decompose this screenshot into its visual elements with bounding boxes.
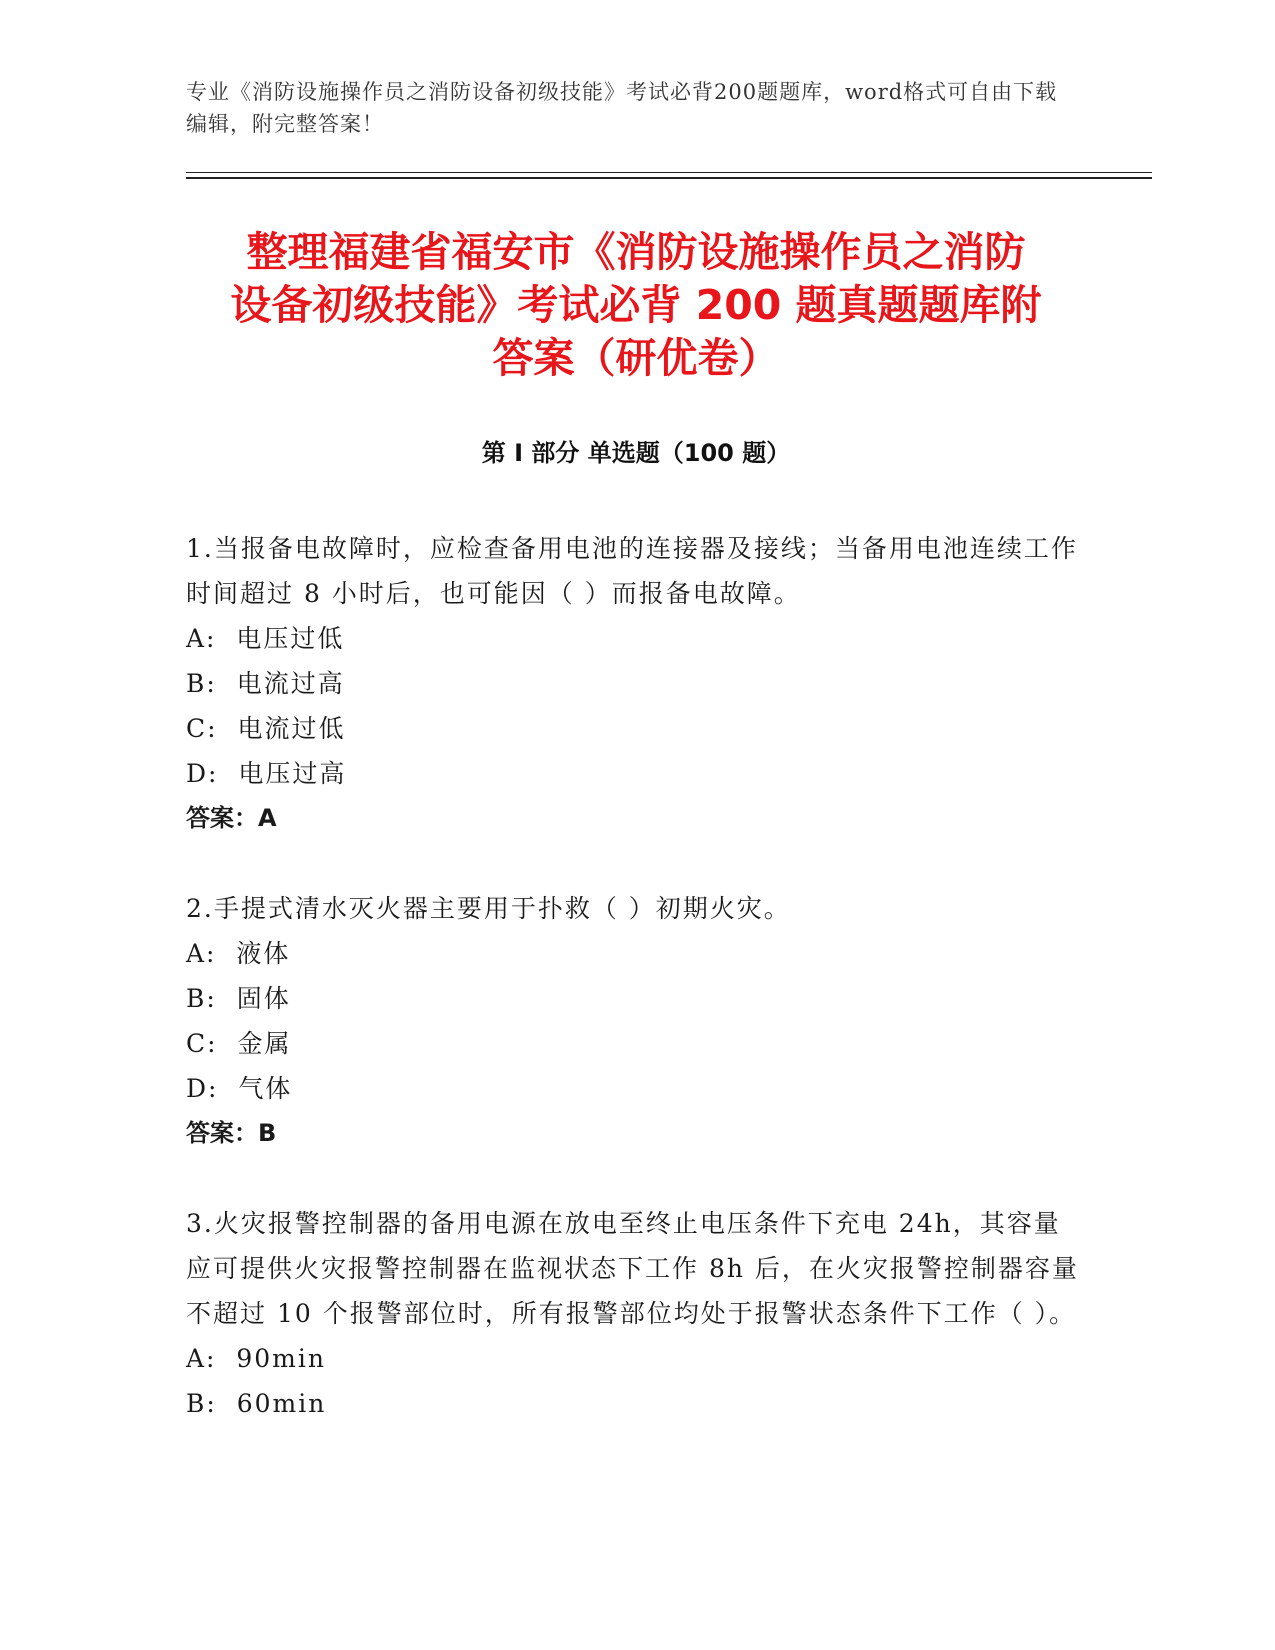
question-stem: 1.当报备电故障时，应检查备用电池的连接器及接线；当备用电池连续工作时间超过 8 小时后，也可能因（ ）而报备电故障。	[186, 534, 1078, 608]
section-heading: 第 I 部分 单选题（100 题）	[481, 439, 791, 467]
header-rule-thin	[186, 172, 1152, 173]
question-1	[186, 526, 1086, 841]
option-d: D: 电压过高	[186, 759, 347, 788]
question-2	[186, 886, 1086, 1156]
question-stem: 3.火灾报警控制器的备用电源在放电至终止电压条件下充电 24h，其容量应可提供火灾报警控制器在监视状态下工作 8h 后，在火灾报警控制器容量不超过 10 个报警部位时，所有报警部位均处于报警状态条件下工作（ ）。	[186, 1209, 1079, 1328]
header-note: 专业《消防设施操作员之消防设备初级技能》考试必背200题题库，word格式可自由下载编辑，附完整答案！	[186, 80, 1058, 136]
option-b: B: 固体	[186, 984, 291, 1013]
option-d: D: 气体	[186, 1074, 293, 1103]
option-a: A: 90min	[186, 1344, 326, 1373]
option-c: C: 电流过低	[186, 714, 346, 743]
document-title	[186, 226, 1086, 385]
title-line-2: 设备初级技能》考试必背 200 题真题题库附	[230, 281, 1042, 329]
title-line-1: 整理福建省福安市《消防设施操作员之消防	[246, 228, 1026, 276]
title-line-3: 答案（研优卷）	[492, 334, 780, 382]
option-b: B: 60min	[186, 1389, 327, 1418]
question-3	[186, 1201, 1086, 1426]
answer: 答案：B	[186, 1119, 277, 1147]
question-stem: 2.手提式清水灭火器主要用于扑救（ ）初期火灾。	[186, 894, 791, 923]
option-a: A: 液体	[186, 939, 291, 968]
question-list	[186, 526, 1086, 1471]
option-b: B: 电流过高	[186, 669, 345, 698]
option-a: A: 电压过低	[186, 624, 345, 653]
option-c: C: 金属	[186, 1029, 292, 1058]
header-rule-thick	[186, 177, 1152, 179]
answer: 答案：A	[186, 804, 277, 832]
